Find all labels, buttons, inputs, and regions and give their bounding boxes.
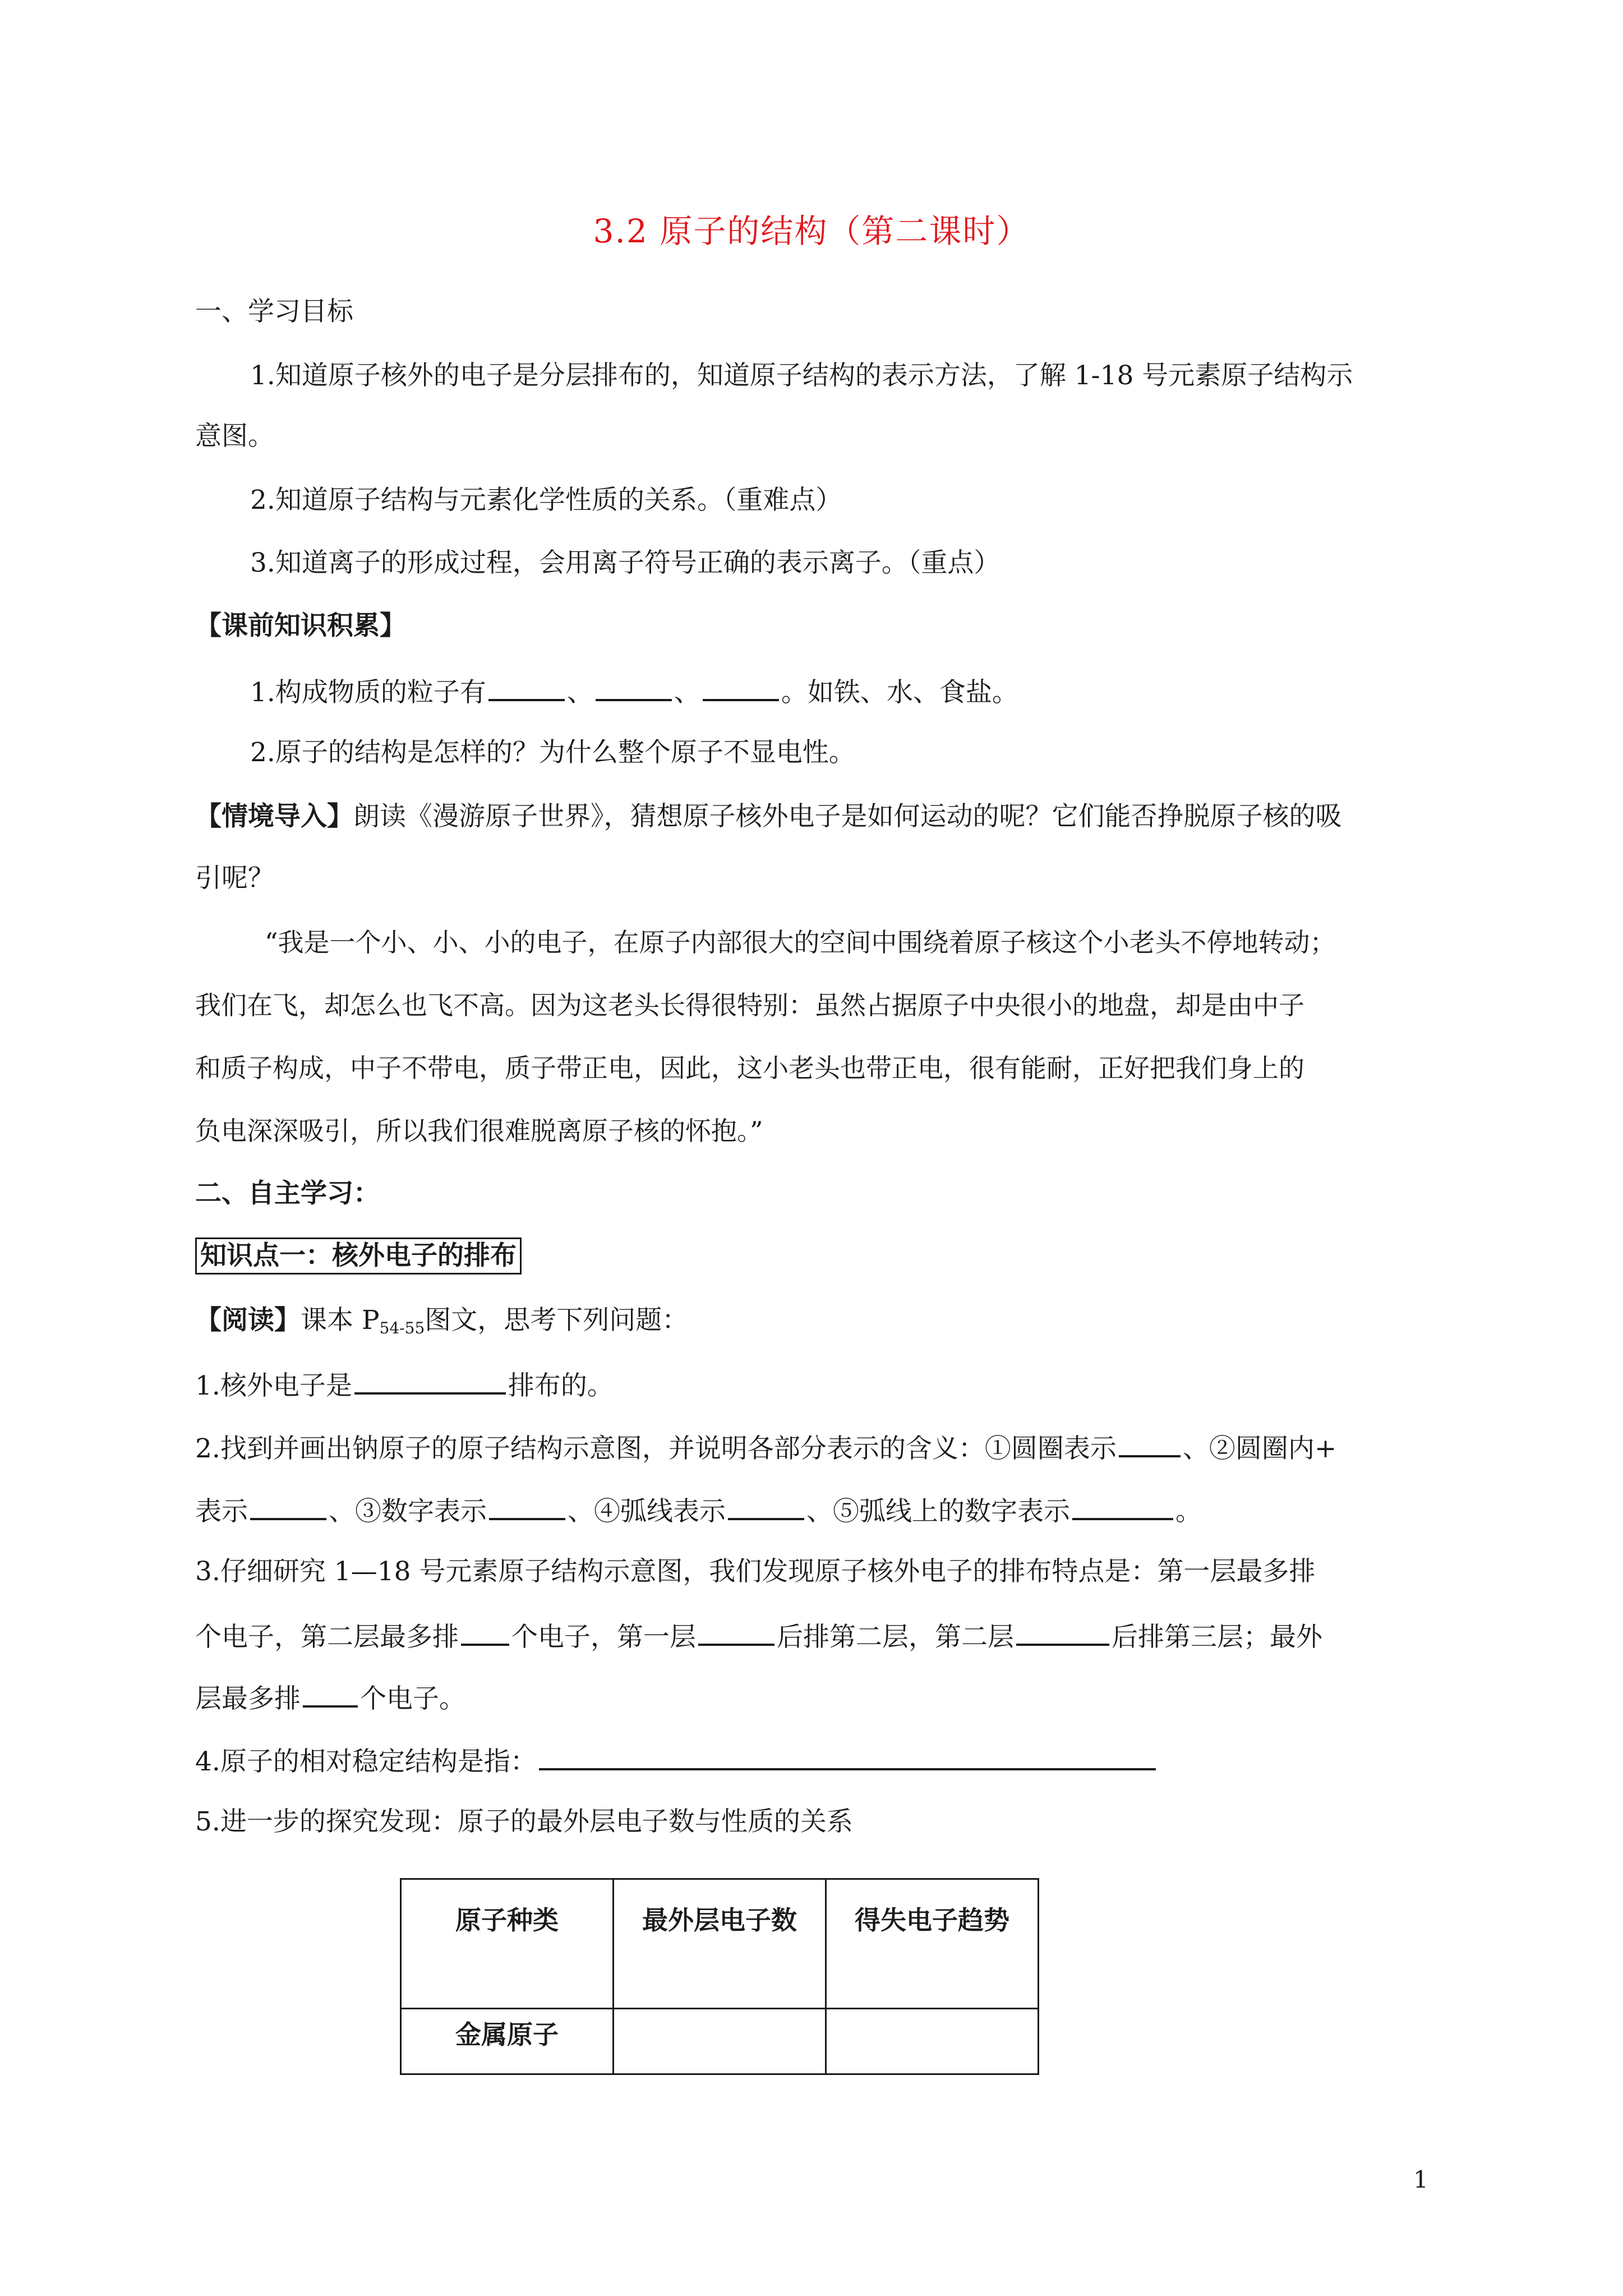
reading-line: 【阅读】课本 $P_{54-55}$图文，思考下列问题： bbox=[195, 1305, 689, 1337]
question-5: 5.进一步的探究发现：原子的最外层电子数与性质的关系 bbox=[195, 1806, 853, 1837]
table-cell[interactable] bbox=[614, 2009, 826, 2074]
answer-blank[interactable] bbox=[250, 1491, 326, 1520]
table-header-row bbox=[401, 1879, 1039, 2009]
answer-blank[interactable] bbox=[303, 1678, 358, 1708]
electron-property-table bbox=[400, 1878, 1039, 2075]
prior-question-1: 1.构成物质的粒子有 、 、 。如铁、水、食盐。 bbox=[250, 672, 1018, 711]
objective-2: 2.知道原子结构与元素化学性质的关系。（重难点） bbox=[250, 485, 842, 516]
scenario-line-2: 引呢？ bbox=[195, 863, 274, 894]
question-2-line-1: 2.找到并画出钠原子的原子结构示意图，并说明各部分表示的含义：①圆圈表示 、②圆圈内+ bbox=[195, 1428, 1336, 1467]
answer-blank[interactable] bbox=[461, 1617, 509, 1646]
question-3-line-3: 层最多排 个电子。 bbox=[195, 1678, 465, 1717]
scenario-heading: 【情境导入】 bbox=[195, 801, 353, 832]
page-title: 3.2 原子的结构（第二课时） bbox=[593, 212, 1030, 250]
answer-blank[interactable] bbox=[1119, 1428, 1181, 1457]
answer-blank[interactable] bbox=[703, 672, 779, 701]
table-header-cell: 得失电子趋势 bbox=[826, 1879, 1039, 2009]
question-3-line-1: 3.仔细研究 1—18 号元素原子结构示意图，我们发现原子核外电子的排布特点是：第一层最多排 bbox=[195, 1556, 1316, 1587]
knowledge-point-label: 知识点一：核外电子的排布 bbox=[195, 1237, 522, 1274]
quote-line-3: 和质子构成，中子不带电，质子带正电，因此，这小老头也带正电，很有能耐，正好把我们身上的 bbox=[195, 1053, 1304, 1083]
section2-heading: 二、自主学习： bbox=[195, 1178, 380, 1209]
section1-heading: 一、学习目标 bbox=[195, 296, 353, 327]
objective-1: 1.知道原子核外的电子是分层排布的，知道原子结构的表示方法，了解 1-18 号元素原子结构示 bbox=[250, 360, 1353, 391]
knowledge-point-box bbox=[195, 1237, 522, 1274]
objective-1-cont: 意图。 bbox=[195, 421, 274, 452]
reading-label: 【阅读】 bbox=[195, 1305, 301, 1336]
question-1: 1.核外电子是 排布的。 bbox=[195, 1365, 614, 1404]
answer-blank[interactable] bbox=[539, 1741, 1156, 1770]
table-header-cell: 原子种类 bbox=[401, 1879, 614, 2009]
answer-blank[interactable] bbox=[728, 1491, 804, 1520]
page-number: 1 bbox=[1413, 2166, 1428, 2193]
prior-heading: 【课前知识积累】 bbox=[195, 610, 406, 641]
answer-blank[interactable] bbox=[354, 1365, 506, 1395]
quote-line-4: 负电深深吸引，所以我们很难脱离原子核的怀抱。” bbox=[195, 1116, 763, 1146]
quote-line-2: 我们在飞，却怎么也飞不高。因为这老头长得很特别：虽然占据原子中央很小的地盘，却是由中子 bbox=[195, 990, 1304, 1020]
answer-blank[interactable] bbox=[596, 672, 672, 701]
answer-blank[interactable] bbox=[1072, 1491, 1173, 1520]
scenario-line-1: 【情境导入】朗读《漫游原子世界》，猜想原子核外电子是如何运动的呢？它们能否挣脱原子核的吸 bbox=[195, 801, 1342, 832]
question-3-line-2: 个电子，第二层最多排 个电子，第一层 后排第二层，第二层 后排第三层；最外 bbox=[195, 1617, 1322, 1655]
question-2-line-2: 表示 、③数字表示 、④弧线表示 、⑤弧线上的数字表示 。 bbox=[195, 1491, 1202, 1530]
table-header-cell: 最外层电子数 bbox=[614, 1879, 826, 2009]
table-row bbox=[401, 2009, 1039, 2074]
answer-blank[interactable] bbox=[489, 1491, 565, 1520]
table-cell: 金属原子 bbox=[401, 2009, 614, 2074]
table-cell[interactable] bbox=[826, 2009, 1039, 2074]
answer-blank[interactable] bbox=[488, 672, 565, 701]
question-4: 4.原子的相对稳定结构是指： bbox=[195, 1741, 1158, 1780]
quote-line-1: “我是一个小、小、小的电子，在原子内部很大的空间中围绕着原子核这个小老头不停地转动； bbox=[265, 927, 1336, 958]
answer-blank[interactable] bbox=[698, 1617, 774, 1646]
objective-3: 3.知道离子的形成过程，会用离子符号正确的表示离子。（重点） bbox=[250, 547, 1000, 578]
prior-question-2: 2.原子的结构是怎样的？为什么整个原子不显电性。 bbox=[250, 737, 855, 768]
answer-blank[interactable] bbox=[1016, 1617, 1109, 1646]
